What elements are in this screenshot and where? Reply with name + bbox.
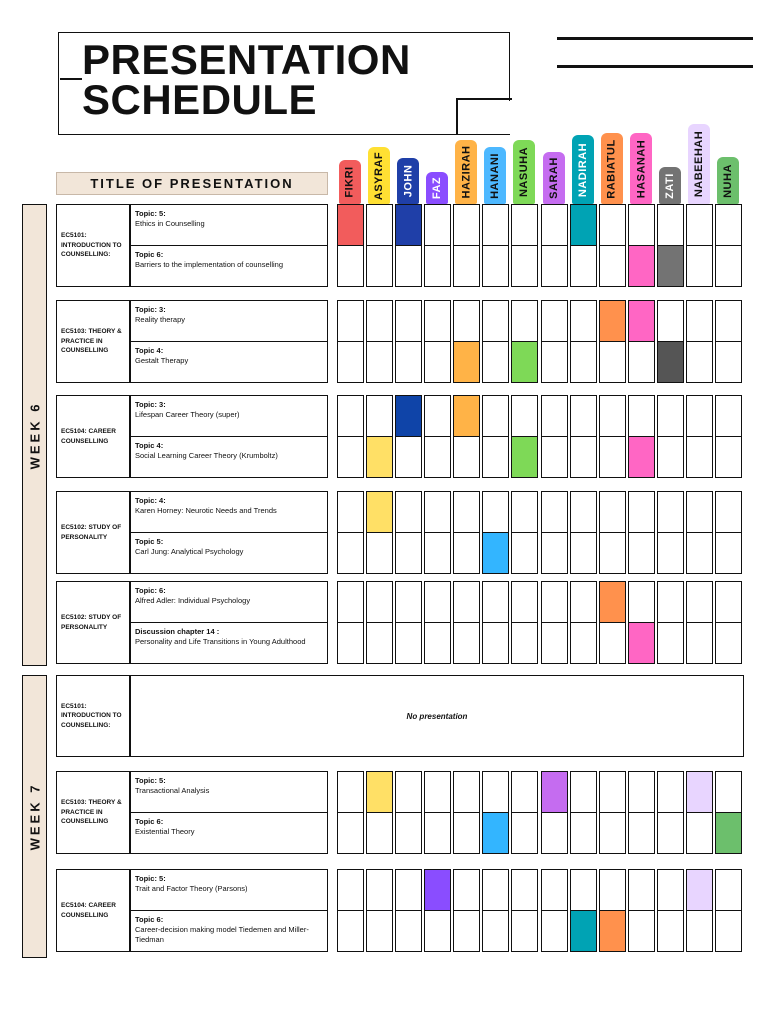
course-code: EC5101: INTRODUCTION TO COUNSELLING: <box>56 204 130 287</box>
schedule-cell-faz <box>424 869 451 911</box>
schedule-cell-nuha <box>715 581 742 623</box>
schedule-cell-faz <box>424 581 451 623</box>
schedule-cell-fikri <box>337 245 364 287</box>
schedule-cell-hasanah <box>628 491 655 533</box>
schedule-cell-nuha <box>715 532 742 574</box>
schedule-cell-hanani <box>482 910 509 952</box>
schedule-cell-hasanah <box>628 436 655 478</box>
student-name: RABIATUL <box>606 138 618 199</box>
schedule-cell-john <box>395 395 422 437</box>
schedule-cell-rabiatul <box>599 204 626 246</box>
student-name: NASUHA <box>518 146 530 198</box>
course-code: EC5104: CAREER COUNSELLING <box>56 869 130 952</box>
schedule-cell-nasuha <box>511 395 538 437</box>
topic-title: Career-decision making model Tiedemen and Miller-Tiedman <box>135 925 309 944</box>
schedule-cell-zati <box>657 300 684 342</box>
schedule-cell-hazirah <box>453 812 480 854</box>
topic-cell <box>130 869 328 911</box>
topic-number: Topic: 5: <box>135 776 166 785</box>
schedule-cell-hazirah <box>453 532 480 574</box>
schedule-cell-nadirah <box>570 436 597 478</box>
schedule-cell-nadirah <box>570 341 597 383</box>
schedule-cell-faz <box>424 395 451 437</box>
schedule-cell-john <box>395 341 422 383</box>
schedule-cell-hasanah <box>628 812 655 854</box>
schedule-cell-john <box>395 300 422 342</box>
schedule-cell-nabeehah <box>686 869 713 911</box>
topic-title: Personality and Life Transitions in Young Adulthood <box>135 637 306 646</box>
schedule-cell-rabiatul <box>599 812 626 854</box>
title-frame-notch-vertical <box>456 98 458 135</box>
schedule-cell-nuha <box>715 204 742 246</box>
title-frame-tick <box>60 78 82 80</box>
topic-number: Topic: 4: <box>135 496 166 505</box>
schedule-cell-hazirah <box>453 204 480 246</box>
schedule-cell-faz <box>424 622 451 664</box>
schedule-cell-hasanah <box>628 622 655 664</box>
schedule-cell-nuha <box>715 910 742 952</box>
schedule-cell-john <box>395 581 422 623</box>
schedule-cell-nasuha <box>511 622 538 664</box>
topic-number: Topic 4: <box>135 346 164 355</box>
name-tab-hasanah <box>630 133 652 204</box>
schedule-cell-john <box>395 812 422 854</box>
schedule-cell-asyraf <box>366 910 393 952</box>
schedule-cell-nabeehah <box>686 491 713 533</box>
schedule-cell-zati <box>657 341 684 383</box>
topic-number: Topic: 5: <box>135 874 166 883</box>
topic-title: Trait and Factor Theory (Parsons) <box>135 884 248 893</box>
table-header: TITLE OF PRESENTATION <box>56 172 328 195</box>
schedule-cell-sarah <box>541 910 568 952</box>
schedule-cell-rabiatul <box>599 771 626 813</box>
topic-cell <box>130 910 328 952</box>
schedule-cell-hanani <box>482 869 509 911</box>
schedule-cell-nadirah <box>570 771 597 813</box>
schedule-cell-nuha <box>715 436 742 478</box>
topic-title: Gestalt Therapy <box>135 356 189 365</box>
schedule-cell-nasuha <box>511 812 538 854</box>
schedule-cell-nuha <box>715 622 742 664</box>
topic-cell <box>130 622 328 664</box>
schedule-cell-hanani <box>482 204 509 246</box>
schedule-cell-nadirah <box>570 245 597 287</box>
schedule-cell-zati <box>657 581 684 623</box>
schedule-cell-nabeehah <box>686 771 713 813</box>
schedule-cell-john <box>395 532 422 574</box>
schedule-cell-asyraf <box>366 300 393 342</box>
schedule-cell-rabiatul <box>599 532 626 574</box>
schedule-cell-hanani <box>482 622 509 664</box>
schedule-cell-sarah <box>541 491 568 533</box>
schedule-cell-fikri <box>337 532 364 574</box>
schedule-cell-john <box>395 869 422 911</box>
schedule-cell-fikri <box>337 812 364 854</box>
topic-title: Reality therapy <box>135 315 186 324</box>
schedule-cell-zati <box>657 395 684 437</box>
schedule-cell-asyraf <box>366 204 393 246</box>
schedule-cell-hanani <box>482 395 509 437</box>
schedule-cell-hazirah <box>453 245 480 287</box>
schedule-cell-nasuha <box>511 869 538 911</box>
schedule-cell-nuha <box>715 869 742 911</box>
schedule-cell-fikri <box>337 910 364 952</box>
schedule-cell-fikri <box>337 300 364 342</box>
schedule-cell-fikri <box>337 491 364 533</box>
schedule-cell-hasanah <box>628 532 655 574</box>
schedule-cell-sarah <box>541 622 568 664</box>
schedule-cell-hanani <box>482 436 509 478</box>
schedule-cell-faz <box>424 532 451 574</box>
schedule-cell-john <box>395 436 422 478</box>
topic-number: Topic: 5: <box>135 209 166 218</box>
course-code: EC5103: THEORY & PRACTICE IN COUNSELLING <box>56 771 130 854</box>
topic-number: Topic: 3: <box>135 305 166 314</box>
schedule-cell-hanani <box>482 341 509 383</box>
schedule-cell-faz <box>424 245 451 287</box>
schedule-cell-hazirah <box>453 771 480 813</box>
schedule-cell-nasuha <box>511 771 538 813</box>
schedule-cell-fikri <box>337 341 364 383</box>
name-tab-zati <box>659 167 681 204</box>
schedule-cell-rabiatul <box>599 436 626 478</box>
student-name: FIKRI <box>344 166 357 198</box>
topic-cell <box>130 245 328 287</box>
schedule-cell-asyraf <box>366 812 393 854</box>
schedule-cell-nabeehah <box>686 622 713 664</box>
schedule-cell-john <box>395 910 422 952</box>
schedule-cell-hazirah <box>453 300 480 342</box>
schedule-cell-zati <box>657 491 684 533</box>
name-tab-asyraf <box>368 147 390 204</box>
schedule-cell-hanani <box>482 245 509 287</box>
schedule-cell-rabiatul <box>599 245 626 287</box>
week-label-text: WEEK 6 <box>27 401 42 469</box>
schedule-cell-nuha <box>715 341 742 383</box>
schedule-cell-asyraf <box>366 395 393 437</box>
topic-title: Alfred Adler: Individual Psychology <box>135 596 251 605</box>
topic-title: Transactional Analysis <box>135 786 210 795</box>
student-name: NABEEHAH <box>693 130 705 198</box>
schedule-cell-hazirah <box>453 910 480 952</box>
schedule-cell-rabiatul <box>599 622 626 664</box>
schedule-cell-nadirah <box>570 395 597 437</box>
schedule-cell-fikri <box>337 869 364 911</box>
schedule-cell-sarah <box>541 869 568 911</box>
schedule-cell-nasuha <box>511 581 538 623</box>
schedule-cell-nabeehah <box>686 532 713 574</box>
schedule-cell-hasanah <box>628 300 655 342</box>
topic-title: Social Learning Career Theory (Krumboltz) <box>135 451 278 460</box>
schedule-cell-hanani <box>482 581 509 623</box>
week-label-text: WEEK 7 <box>27 782 42 851</box>
schedule-cell-rabiatul <box>599 491 626 533</box>
schedule-cell-hanani <box>482 812 509 854</box>
schedule-cell-john <box>395 491 422 533</box>
schedule-cell-hasanah <box>628 245 655 287</box>
week-label-2 <box>22 675 47 958</box>
schedule-cell-asyraf <box>366 245 393 287</box>
schedule-cell-nadirah <box>570 581 597 623</box>
schedule-cell-sarah <box>541 812 568 854</box>
schedule-cell-sarah <box>541 771 568 813</box>
schedule-cell-hazirah <box>453 491 480 533</box>
topic-cell <box>130 204 328 246</box>
topic-number: Topic 4: <box>135 441 164 450</box>
schedule-cell-nuha <box>715 395 742 437</box>
schedule-cell-hazirah <box>453 341 480 383</box>
schedule-cell-hazirah <box>453 395 480 437</box>
student-name: HANANI <box>489 152 501 199</box>
schedule-cell-zati <box>657 910 684 952</box>
schedule-cell-zati <box>657 532 684 574</box>
schedule-cell-nasuha <box>511 204 538 246</box>
schedule-cell-rabiatul <box>599 341 626 383</box>
schedule-cell-faz <box>424 812 451 854</box>
schedule-cell-nabeehah <box>686 910 713 952</box>
topic-cell <box>130 771 328 813</box>
schedule-cell-faz <box>424 300 451 342</box>
schedule-cell-hanani <box>482 491 509 533</box>
schedule-cell-nabeehah <box>686 395 713 437</box>
name-tab-nuha <box>717 157 739 204</box>
schedule-cell-rabiatul <box>599 395 626 437</box>
topic-title: Ethics in Counselling <box>135 219 205 228</box>
topic-number: Topic 5: <box>135 537 164 546</box>
schedule-cell-asyraf <box>366 532 393 574</box>
course-code: EC5104: CAREER COUNSELLING <box>56 395 130 478</box>
student-name: FAZ <box>431 176 443 200</box>
schedule-cell-john <box>395 204 422 246</box>
schedule-cell-zati <box>657 812 684 854</box>
schedule-cell-hanani <box>482 532 509 574</box>
schedule-cell-nadirah <box>570 204 597 246</box>
schedule-cell-faz <box>424 491 451 533</box>
page-title: PRESENTATION SCHEDULE <box>82 36 411 123</box>
student-name: ASYRAF <box>373 151 386 200</box>
title-frame-notch <box>456 98 512 100</box>
schedule-cell-asyraf <box>366 771 393 813</box>
schedule-cell-nadirah <box>570 300 597 342</box>
schedule-cell-asyraf <box>366 436 393 478</box>
name-tab-sarah <box>543 152 565 204</box>
schedule-cell-nabeehah <box>686 581 713 623</box>
schedule-cell-hanani <box>482 300 509 342</box>
schedule-cell-sarah <box>541 395 568 437</box>
schedule-cell-fikri <box>337 581 364 623</box>
topic-title: Karen Horney: Neurotic Needs and Trends <box>135 506 277 515</box>
schedule-cell-john <box>395 771 422 813</box>
schedule-cell-nabeehah <box>686 300 713 342</box>
topic-cell <box>130 436 328 478</box>
student-name: ZATI <box>664 172 676 199</box>
schedule-cell-nasuha <box>511 532 538 574</box>
topic-number: Topic 6: <box>135 817 164 826</box>
topic-number: Topic: 6: <box>135 586 166 595</box>
topic-cell <box>130 581 328 623</box>
topic-title: Existential Theory <box>135 827 195 836</box>
schedule-cell-zati <box>657 622 684 664</box>
name-tab-nabeehah <box>688 124 710 204</box>
decorative-line-top <box>557 37 753 40</box>
week-label-1 <box>22 204 47 666</box>
schedule-cell-nadirah <box>570 622 597 664</box>
schedule-cell-nabeehah <box>686 341 713 383</box>
schedule-cell-hasanah <box>628 771 655 813</box>
schedule-cell-hasanah <box>628 869 655 911</box>
student-name: JOHN <box>402 164 414 198</box>
schedule-cell-sarah <box>541 245 568 287</box>
schedule-cell-hazirah <box>453 869 480 911</box>
schedule-cell-nasuha <box>511 436 538 478</box>
schedule-cell-faz <box>424 771 451 813</box>
schedule-cell-nadirah <box>570 532 597 574</box>
schedule-cell-nuha <box>715 245 742 287</box>
schedule-cell-hasanah <box>628 341 655 383</box>
name-tab-hanani <box>484 147 506 204</box>
topic-number: Discussion chapter 14 : <box>135 627 220 636</box>
no-presentation-note: No presentation <box>130 675 744 757</box>
topic-cell <box>130 491 328 533</box>
student-name: HASANAH <box>635 139 647 198</box>
topic-cell <box>130 532 328 574</box>
schedule-cell-asyraf <box>366 869 393 911</box>
schedule-cell-nasuha <box>511 491 538 533</box>
schedule-cell-faz <box>424 910 451 952</box>
schedule-cell-asyraf <box>366 491 393 533</box>
schedule-cell-nasuha <box>511 300 538 342</box>
schedule-cell-zati <box>657 869 684 911</box>
student-name: HAZIRAH <box>460 145 472 199</box>
topic-cell <box>130 341 328 383</box>
name-tab-faz <box>426 172 448 204</box>
schedule-cell-fikri <box>337 771 364 813</box>
topic-title: Lifespan Career Theory (super) <box>135 410 240 419</box>
schedule-cell-zati <box>657 245 684 287</box>
schedule-cell-john <box>395 622 422 664</box>
schedule-cell-sarah <box>541 204 568 246</box>
topic-cell <box>130 395 328 437</box>
name-tab-john <box>397 158 419 204</box>
schedule-cell-fikri <box>337 395 364 437</box>
topic-title: Carl Jung: Analytical Psychology <box>135 547 244 556</box>
schedule-cell-faz <box>424 341 451 383</box>
schedule-cell-zati <box>657 436 684 478</box>
schedule-cell-faz <box>424 204 451 246</box>
schedule-cell-hasanah <box>628 581 655 623</box>
schedule-cell-nadirah <box>570 910 597 952</box>
schedule-cell-sarah <box>541 436 568 478</box>
schedule-cell-rabiatul <box>599 581 626 623</box>
name-tab-nadirah <box>572 135 594 204</box>
schedule-cell-nabeehah <box>686 436 713 478</box>
topic-number: Topic 6: <box>135 250 164 259</box>
course-code: EC5101: INTRODUCTION TO COUNSELLING: <box>56 675 130 757</box>
schedule-cell-rabiatul <box>599 300 626 342</box>
schedule-cell-sarah <box>541 300 568 342</box>
schedule-cell-nadirah <box>570 491 597 533</box>
schedule-cell-fikri <box>337 622 364 664</box>
student-name: NADIRAH <box>577 142 590 197</box>
schedule-cell-john <box>395 245 422 287</box>
schedule-cell-zati <box>657 204 684 246</box>
schedule-cell-nadirah <box>570 869 597 911</box>
schedule-cell-hanani <box>482 771 509 813</box>
name-tab-fikri <box>339 160 361 204</box>
schedule-cell-hazirah <box>453 622 480 664</box>
schedule-cell-rabiatul <box>599 869 626 911</box>
schedule-cell-hazirah <box>453 436 480 478</box>
schedule-cell-rabiatul <box>599 910 626 952</box>
course-code: EC5102: STUDY OF PERSONALITY <box>56 581 130 664</box>
schedule-cell-hasanah <box>628 204 655 246</box>
schedule-cell-zati <box>657 771 684 813</box>
student-name: NUHA <box>722 163 734 198</box>
schedule-cell-asyraf <box>366 581 393 623</box>
schedule-cell-nuha <box>715 812 742 854</box>
schedule-cell-nuha <box>715 491 742 533</box>
schedule-cell-nasuha <box>511 341 538 383</box>
schedule-cell-nabeehah <box>686 812 713 854</box>
decorative-line-bottom <box>557 65 753 68</box>
schedule-cell-faz <box>424 436 451 478</box>
schedule-cell-nasuha <box>511 910 538 952</box>
schedule-cell-nuha <box>715 300 742 342</box>
name-tab-rabiatul <box>601 133 623 204</box>
schedule-cell-hasanah <box>628 395 655 437</box>
schedule-cell-nasuha <box>511 245 538 287</box>
schedule-cell-asyraf <box>366 341 393 383</box>
schedule-cell-nadirah <box>570 812 597 854</box>
schedule-cell-sarah <box>541 341 568 383</box>
schedule-cell-nuha <box>715 771 742 813</box>
student-name: SARAH <box>548 157 560 199</box>
schedule-cell-nabeehah <box>686 204 713 246</box>
name-tab-nasuha <box>513 140 535 204</box>
course-code: EC5103: THEORY & PRACTICE IN COUNSELLING <box>56 300 130 383</box>
schedule-cell-sarah <box>541 581 568 623</box>
schedule-cell-hazirah <box>453 581 480 623</box>
topic-cell <box>130 300 328 342</box>
name-tab-hazirah <box>455 140 477 204</box>
schedule-cell-fikri <box>337 204 364 246</box>
topic-cell <box>130 812 328 854</box>
schedule-cell-hasanah <box>628 910 655 952</box>
course-code: EC5102: STUDY OF PERSONALITY <box>56 491 130 574</box>
schedule-cell-asyraf <box>366 622 393 664</box>
topic-title: Barriers to the implementation of counselling <box>135 260 283 269</box>
schedule-cell-sarah <box>541 532 568 574</box>
topic-number: Topic 6: <box>135 915 164 924</box>
schedule-cell-fikri <box>337 436 364 478</box>
schedule-cell-nabeehah <box>686 245 713 287</box>
topic-number: Topic: 3: <box>135 400 166 409</box>
